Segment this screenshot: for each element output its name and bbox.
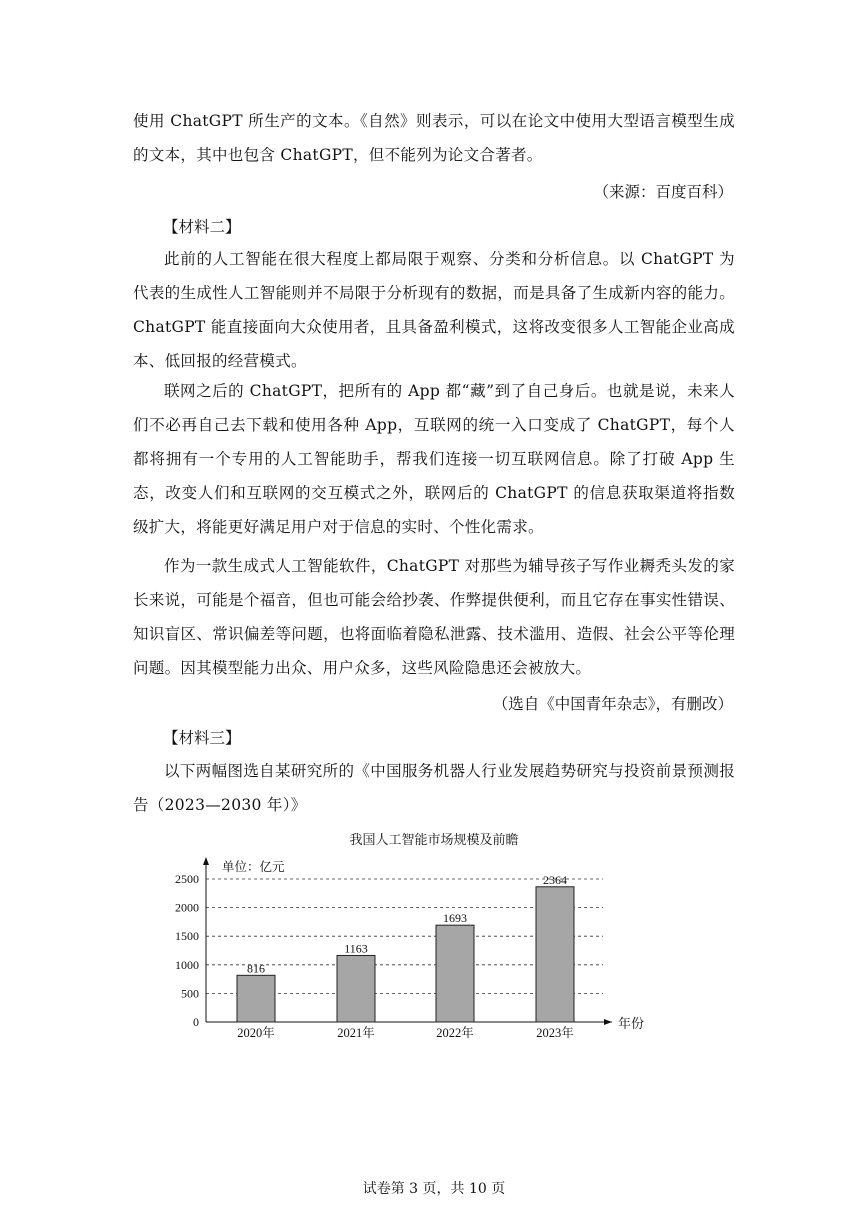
source-citation-1: （来源：百度百科）	[593, 183, 733, 201]
y-tick-label: 1500	[175, 929, 199, 944]
bar	[237, 975, 275, 1022]
section-heading-3: 【材料三】	[163, 729, 241, 747]
x-axis-arrow	[604, 1019, 612, 1025]
section-heading-2: 【材料二】	[163, 218, 241, 236]
y-axis-label: 单位：亿元	[222, 860, 285, 874]
paragraph-2: 此前的人工智能在很大程度上都局限于观察、分类和分析信息。以 ChatGPT 为代表的生成性人工智能则并不局限于分析现有的数据，而是具备了生成新内容的能力。ChatGPT 能直接面向大众使用者，且具备盈利模式，这将改变很多人工智能企业高成本、低回报的经营模式。	[133, 250, 735, 370]
x-tick-label: 2023年	[536, 1026, 574, 1040]
bar	[436, 925, 474, 1022]
y-tick-label: 0	[193, 1015, 199, 1029]
bar-value-label: 2364	[543, 872, 567, 887]
bar-value-label: 1163	[344, 941, 368, 956]
y-tick-label: 500	[181, 986, 199, 1001]
bar	[536, 887, 574, 1022]
bar	[337, 955, 375, 1022]
bar-value-label: 816	[247, 961, 265, 976]
paragraph-4: 作为一款生成式人工智能软件，ChatGPT 对那些为辅导孩子写作业耨秃头发的家长来说，可能是个福音，但也可能会给抄袭、作弊提供便利，而且它存在事实性错误、知识盲区、常识偏差等问题，也将面临着隐私泄露、技术滥用、造假、社会公平等伦理问题。因其模型能力出众、用户众多，这些风险隐患还会被放大。	[133, 557, 735, 677]
source-citation-2: （选自《中国青年杂志》，有删改）	[492, 695, 733, 713]
x-tick-label: 2020年	[237, 1026, 275, 1040]
paragraph-1: 使用 ChatGPT 所生产的文本。《自然》则表示，可以在论文中使用大型语言模型生成的文本，其中也包含 ChatGPT，但不能列为论文合著者。	[133, 112, 735, 164]
paragraph-5: 以下两幅图选自某研究所的《中国服务机器人行业发展趋势研究与投资前景预测报告（2023—2030 年）》	[133, 762, 735, 814]
paragraph-3: 联网之后的 ChatGPT，把所有的 App 都“藏”到了自己身后。也就是说，未来人们不必再自己去下载和使用各种 App，互联网的统一入口变成了 ChatGPT，每个人都将拥有一个专用的人工智能助手，帮我们连接一切互联网信息。除了打破 App 生态，改变人们和互联网的交互模式之外，联网后的 ChatGPT 的信息获取渠道将指数级扩大，将能更好满足用户对于信息的实时、个性化需求。	[133, 382, 735, 536]
y-axis-arrow	[203, 857, 209, 865]
y-tick-label: 1000	[175, 957, 199, 972]
y-tick-label: 2000	[175, 900, 199, 915]
bar-chart	[0, 845, 868, 1045]
x-tick-label: 2022年	[436, 1026, 474, 1040]
chart-title: 我国人工智能市场规模及前瞻	[349, 833, 519, 848]
page-footer: 试卷第 3 页，共 10 页	[362, 1181, 506, 1197]
x-tick-label: 2021年	[337, 1026, 375, 1040]
y-tick-label: 2500	[175, 872, 199, 886]
x-axis-label: 年份	[618, 1016, 645, 1031]
bar-value-label: 1693	[443, 911, 467, 926]
